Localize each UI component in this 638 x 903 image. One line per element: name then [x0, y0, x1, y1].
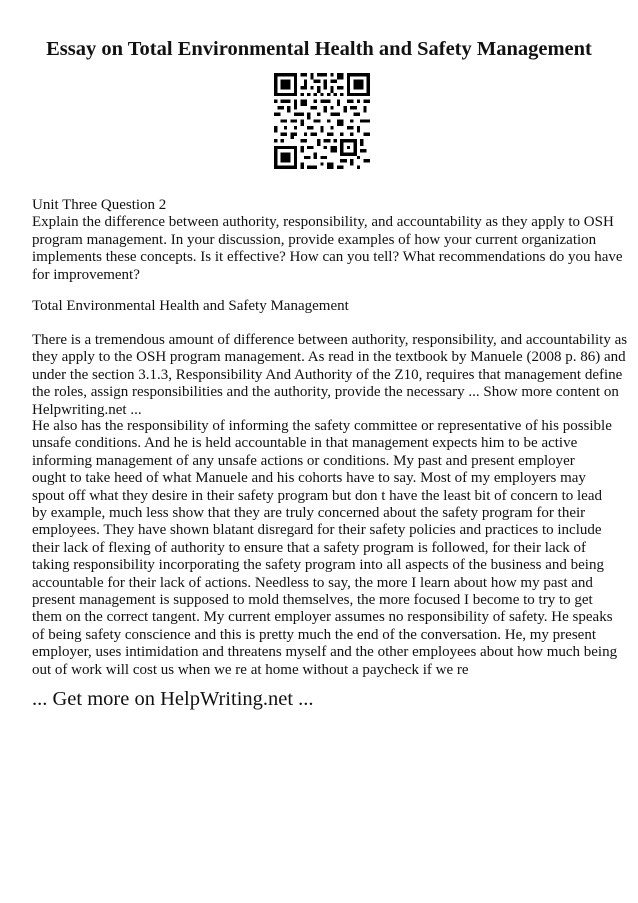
essay-paragraph-1 [32, 332, 628, 419]
question-line: program management. In your discussion, provide examples of how your current organization [32, 231, 597, 248]
question-line: for improvement? [32, 266, 140, 283]
paragraph-line: Helpwriting.net ... [32, 401, 142, 418]
paragraph-line: present management is supposed to mold themselves, the more focused I become to try to get [32, 592, 593, 609]
paragraph-line: spout off what they desire in their safety program but don t have the least bit of concern to lead [32, 487, 602, 504]
document-title: Essay on Total Environmental Health and Safety Management [46, 38, 592, 60]
paragraph-line: of being safety conscience and this is pretty much the end of the conversation. He, my present [32, 626, 596, 643]
paragraph-line: by example, much less show that they are truly concerned about the safety program for their [32, 505, 586, 522]
paragraph-line: He also has the responsibility of informing the safety committee or representative of his possible [32, 418, 612, 434]
paragraph-line: accountable for their lack of actions. Needless to say, the more I learn about how my past and [32, 574, 593, 591]
essay-subtitle: Total Environmental Health and Safety Management [32, 298, 349, 314]
paragraph-line: out of work will cost us when we re at home without a paycheck if we re [32, 661, 469, 678]
paragraph-line: under the section 3.1.3, Responsibility And Authority of the Z10, requires that management define [32, 366, 623, 383]
paragraph-line: ought to take heed of what Manuele and his cohorts have to say. Most of my employers may [32, 470, 586, 487]
qr-code-image [274, 73, 370, 169]
essay-paragraph-2 [32, 418, 618, 679]
paragraph-line: employees. They have shown blatant disregard for their safety policies and practices to include [32, 522, 602, 539]
paragraph-line: unsafe conditions. And he is held accountable in that management expects him to be active [32, 435, 578, 452]
assignment-question [32, 197, 623, 284]
paragraph-line: There is a tremendous amount of difference between authority, responsibility, and accountability as [32, 332, 628, 348]
paragraph-line: the roles, assign responsibilities and the authority, provide the necessary ... Show more content on [32, 384, 619, 401]
get-more-link[interactable]: ... Get more on HelpWriting.net ... [32, 688, 314, 710]
paragraph-line: taking responsibility incorporating the safety program into all aspects of the business and being [32, 557, 604, 574]
question-line: Explain the difference between authority, responsibility, and accountability as they apply to OSH [32, 214, 614, 231]
paragraph-line: informing management of any unsafe actions or conditions. My past and present employer [32, 452, 575, 469]
paragraph-line: they apply to the OSH program management. As read in the textbook by Manuele (2008 p. 86) and [32, 349, 626, 366]
question-line: Unit Three Question 2 [32, 197, 167, 213]
paragraph-line: employer, uses intimidation and threatens myself and the other employees about how much being [32, 644, 618, 661]
paragraph-line: their lack of flexing of authority to ensure that a safety program is followed, for their lack of [32, 539, 586, 556]
paragraph-line: them on the correct tangent. My current employer assumes no responsibility of safety. He speaks [32, 609, 613, 626]
question-line: implements these concepts. Is it effective? How can you tell? What recommendations do you have [32, 249, 623, 266]
